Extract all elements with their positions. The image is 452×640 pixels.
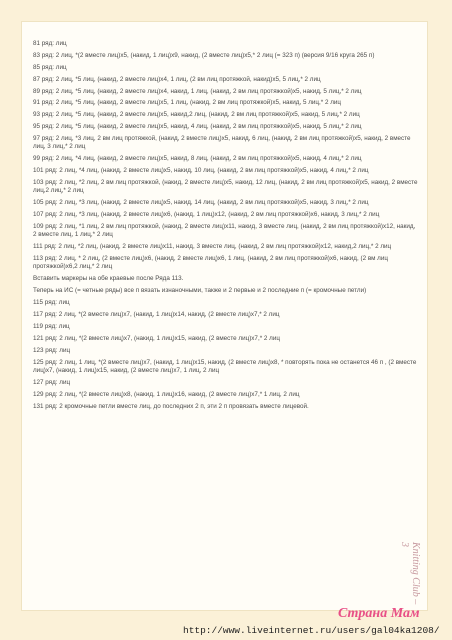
pattern-row: 125 ряд: 2 лиц, 1 лиц, *(2 вместе лиц)х7, (накид, 1 лиц)х15, накид, (2 вместе лиц)х8, * повторять пока не останется 46 п , (2 вместе лиц)х7, (накид, 1 лиц)х15, накид, (2 вместе лиц)х7, 1 лиц, 2 лиц	[33, 358, 417, 374]
pattern-row: 93 ряд: 2 лиц, *5 лиц, (накид, 2 вместе лиц)х5, накид,2 лиц, (накид, 2 вм лиц протяжкой)х5, накид, 5 лиц,* 2 лиц	[33, 111, 360, 119]
pattern-row: 105 ряд: 2 лиц, *3 лиц, (накид, 2 вместе лиц)х5, накид, 14 лиц, (накид, 2 вм лиц протяжкой)х5, накид, 3 лиц,* 2 лиц	[33, 199, 369, 207]
pattern-row: 123 ряд: лиц	[33, 346, 71, 354]
pattern-row: 81 ряд: лиц	[33, 40, 67, 47]
document-page	[22, 22, 427, 610]
pattern-row: 85 ряд: лиц	[33, 63, 67, 71]
pattern-row: 91 ряд: 2 лиц, *5 лиц, (накид, 2 вместе лиц)х5, 1 лиц, (накид, 2 вм лиц протяжкой)х5, накид, 5 лиц,* 2 лиц	[33, 99, 342, 107]
pattern-row: 95 ряд: 2 лиц, *5 лиц, (накид, 2 вместе лиц)х5, накид, 4 лиц, (накид, 2 вм лиц протяжкой)х5, накид, 5 лиц,* 2 лиц	[33, 123, 362, 131]
pattern-row: 99 ряд: 2 лиц, *4 лиц, (накид, 2 вместе лиц)х5, накид, 8 лиц, (накид, 2 вм лиц протяжкой)х5, накид, 4 лиц,* 2 лиц	[33, 155, 362, 163]
pattern-row: 115 ряд: лиц	[33, 299, 70, 307]
pattern-row: 111 ряд: 2 лиц, *2 лиц, (накид, 2 вместе лиц)х11, накид, 3 вместе лиц, (накид, 2 вм лиц протяжкой)х12, накид,2 лиц,* 2 лиц	[33, 243, 392, 251]
pattern-row: 107 ряд: 2 лиц, *3 лиц, (накид, 2 вместе лиц)х6, (накид, 1 лиц)х12, (накид, 2 вм лиц протяжкой)х6, накид, 3 лиц,* 2 лиц	[33, 211, 380, 219]
pattern-row: 127 ряд: лиц	[33, 378, 71, 386]
pattern-row: 131 ряд: 2 кромочные петли вместе лиц, до последних 2 п, эти 2 п провязать вместе лицевой.	[33, 402, 309, 410]
pattern-row: 117 ряд: 2 лиц, *(2 вместе лиц)х7, (накид, 1 лиц)х14, накид, (2 вместе лиц)х7,* 2 лиц	[33, 311, 280, 318]
site-logo: Страна Мам	[338, 606, 420, 621]
pattern-row: 113 ряд: 2 лиц, * 2 лиц, (2 вместе лиц)х6, (накид, 2 вместе лиц)х6, 1 лиц, (накид, 2 вм лиц протяжкой)х6, накид, (2 вм лиц протяжкой)х6,2 лиц,* 2 лиц	[33, 255, 388, 271]
pattern-row: 89 ряд: 2 лиц, *5 лиц, (накид, 2 вместе лиц)х4, накид, 1 лиц, (накид, 2 вм лиц протяжкой)х5, накид, 5 лиц,* 2 лиц	[33, 87, 362, 95]
side-title: Knitting Club – 3	[399, 542, 421, 605]
pattern-row: 101 ряд: 2 лиц, *4 лиц, (накид, 2 вместе лиц)х5, накид, 10 лиц, (накид, 2 вм лиц протяжкой)х5, накид, 4 лиц,* 2 лиц	[33, 167, 369, 175]
pattern-row: 87 ряд: 2 лиц, *5 лиц, (накид, 2 вместе лиц)х4, 1 лиц, (2 вм лиц протяжкой, накид)х5, 5 лиц,* 2 лиц	[33, 75, 321, 83]
pattern-row: 83 ряд: 2 лиц, *(2 вместе лиц)х5, (накид, 1 лиц)х9, накид, (2 вместе лиц)х5,* 2 лиц (= 323 п) (версия 9/16 круга 265 п)	[33, 51, 375, 59]
pattern-row: 121 ряд: 2 лиц, *(2 вместе лиц)х7, (накид, 1 лиц)х15, накид, (2 вместе лиц)х7,* 2 лиц	[33, 334, 280, 342]
pattern-row: Вставить маркеры на обе краевые после Ряда 113.	[33, 275, 184, 283]
pattern-row: 129 ряд: 2 лиц, *(2 вместе лиц)х8, (накид, 1 лиц)х16, накид, (2 вместе лиц)х7,* 1 лиц, 2 лиц	[33, 390, 300, 398]
pattern-row: 103 ряд: 2 лиц, *2 лиц, 2 вм лиц протяжкой, (накид, 2 вместе лиц)х5, накид, 12 лиц, (накид, 2 вм лиц протяжкой)х5, накид, 2 вместе лиц,2 лиц,* 2 лиц	[33, 179, 418, 195]
pattern-row: Теперь на ИС (= четные ряды) все п вязать изнаночными, также и 2 первые и 2 последние п (= кромочные петли)	[33, 287, 367, 295]
pattern-row: 97 ряд: 2 лиц, *3 лиц, 2 вм лиц протяжкой, (накид, 2 вместе лиц)х5, накид, 6 лиц, (накид, 2 вм лиц протяжкой)х5, накид, 2 вместе лиц, 3 лиц,* 2 лиц	[33, 135, 411, 151]
pattern-row: 109 ряд: 2 лиц, *1 лиц, 2 вм лиц протяжкой, (накид, 2 вместе лиц)х11, накид, 3 вместе лиц, (накид, 2 вм лиц протяжкой)х12, накид, 2 вместе лиц, 1 лиц,* 2 лиц	[33, 223, 416, 239]
pattern-text	[33, 40, 418, 414]
pattern-row: 119 ряд: лиц	[33, 322, 70, 330]
footer-url: http://www.liveinternet.ru/users/gal04ka1208/	[183, 625, 440, 636]
